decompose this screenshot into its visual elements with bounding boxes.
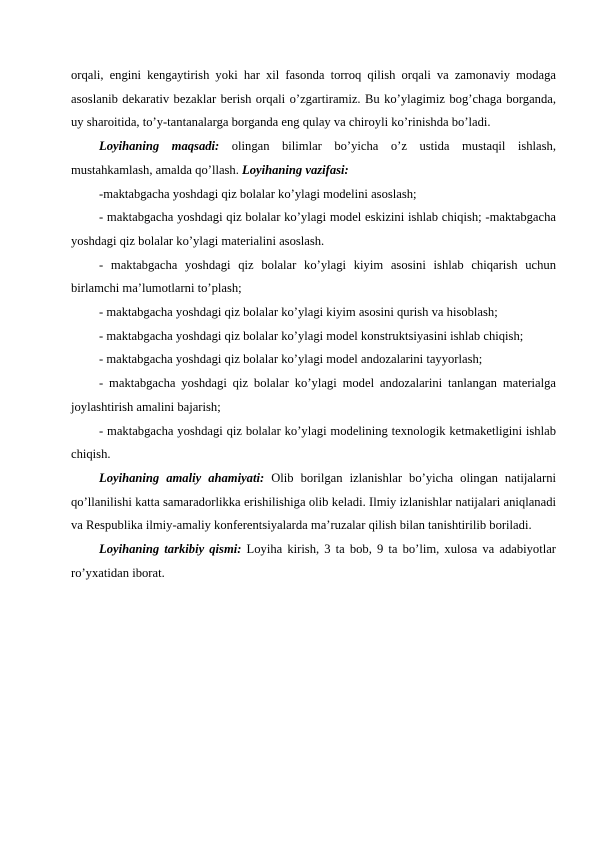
paragraph-practical-significance — [71, 467, 556, 538]
task-item-1: -maktabgacha yoshdagi qiz bolalar ko’ylagi modelini asoslash; — [99, 186, 417, 201]
label-practical-significance: Loyihaning amaliy ahamiyati: — [99, 470, 265, 485]
task-item-8: - maktabgacha yoshdagi qiz bolalar ko’ylagi modelining texnologik ketmaketligini ishlab chiqish. — [71, 423, 556, 462]
label-tasks: Loyihaning vazifasi: — [242, 162, 349, 177]
structure-text: Loyiha kirish, 3 ta bob, 9 ta bo’lim, xulosa va adabiyotlar ro’yxatidan iborat. — [71, 542, 557, 580]
paragraph-structure — [71, 538, 556, 585]
task-item-3: - maktabgacha yoshdagi qiz bolalar ko’ylagi kiyim asosini ishlab chiqarish uchun birlamchi ma’lumotlarni to’plash; — [71, 257, 556, 296]
document-page — [71, 64, 556, 585]
practical-significance-text: Olib borilgan izlanishlar bo’yicha olingan natijalarni qo’llanilishi katta samaradorlikka erishilishiga olib keladi. Ilmiy izlanishlar natijalari aniqlanadi va Respublika ilmiy-amaliy konferentsiyalarda ma’ruzalar qilish bilan tanishtirilib boriladi. — [71, 470, 556, 533]
task-item-4: - maktabgacha yoshdagi qiz bolalar ko’ylagi kiyim asosini qurish va hisoblash; — [99, 305, 498, 320]
task-item-2: - maktabgacha yoshdagi qiz bolalar ko’ylagi model eskizini ishlab chiqish; -maktabgacha yoshdagi qiz bolalar ko’ylagi materialini asoslash. — [71, 210, 556, 248]
task-item-6: - maktabgacha yoshdagi qiz bolalar ko’ylagi model andozalarini tayyorlash; — [99, 352, 483, 367]
task-item-5: - maktabgacha yoshdagi qiz bolalar ko’ylagi model konstruktsiyasini ishlab chiqish; — [99, 328, 524, 343]
paragraph-intro-continuation: orqali, engini kengaytirish yoki har xil fasonda torroq qilish orqali va zamonaviy modaga asoslanib dekarativ bezaklar berish orqali o’zgartiramiz. Bu ko’ylagimiz bog’chaga borganda, uy sharoitida, to’y-tantanalarga borganda eng qulay va chiroyli ko’rinishda bo’ladi. — [71, 68, 556, 130]
label-goal: Loyihaning maqsadi: — [99, 139, 220, 154]
paragraph-goal-and-tasks — [71, 135, 556, 182]
label-structure: Loyihaning tarkibiy qismi: — [99, 542, 242, 557]
task-item-7: - maktabgacha yoshdagi qiz bolalar ko’ylagi model andozalarini tanlangan materialga joylashtirish amalini bajarish; — [71, 376, 556, 414]
goal-text: olingan bilimlar bo’yicha o’z ustida mustaqil ishlash, mustahkamlash, amalda qo’llash. — [71, 139, 556, 177]
